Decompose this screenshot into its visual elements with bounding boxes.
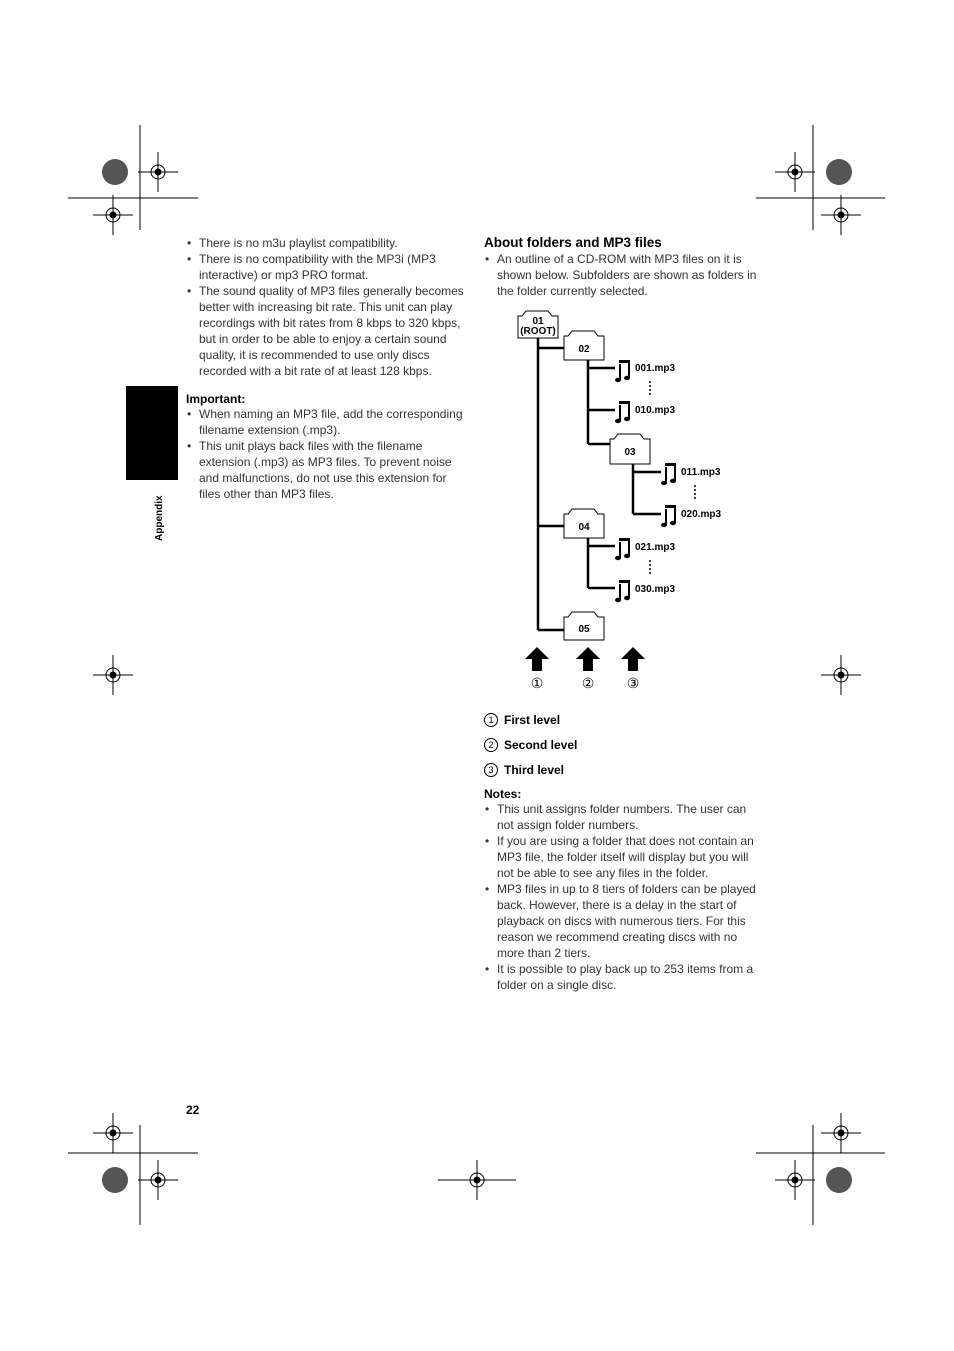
level-legend — [484, 707, 760, 782]
music-note-icon — [661, 505, 676, 527]
list-item: • There is no compatibility with the MP3i (MP3 interactive) or mp3 PRO format. — [186, 251, 464, 283]
legend-label: First level — [504, 712, 561, 727]
list-item: • When naming an MP3 file, add the corresponding filename extension (.mp3). — [186, 406, 464, 438]
level-number: 1 — [484, 713, 498, 727]
legend-label: Second level — [504, 737, 578, 752]
section-title: About folders and MP3 files — [484, 235, 662, 250]
level-marker: ② — [581, 675, 595, 691]
music-note-icon — [615, 538, 630, 560]
up-arrow-icon — [621, 647, 645, 671]
file-label: 001.mp3 — [635, 363, 676, 374]
file-label: 030.mp3 — [635, 584, 676, 595]
legend-label: Third level — [504, 762, 565, 777]
important-heading: Important: — [186, 392, 246, 406]
folder-label: 02 — [578, 344, 590, 355]
folder-label: 03 — [624, 447, 636, 458]
file-label: 020.mp3 — [681, 509, 722, 520]
legend-third-level — [484, 757, 760, 782]
list-item: • This unit assigns folder numbers. The user can not assign folder numbers. — [484, 801, 760, 833]
folder-label: 05 — [578, 624, 590, 635]
music-note-icon — [615, 580, 630, 602]
list-item: • This unit plays back files with the filename extension (.mp3) as MP3 files. To prevent noise and malfunctions, do not use this extension for files other than MP3 files. — [186, 438, 464, 502]
list-item: • An outline of a CD-ROM with MP3 files on it is shown below. Subfolders are shown as folders in the folder currently selected. — [484, 251, 760, 299]
up-arrow-icon — [525, 647, 549, 671]
file-label: 011.mp3 — [681, 467, 721, 478]
level-number: 2 — [484, 738, 498, 752]
up-arrow-icon — [576, 647, 600, 671]
folder-label-root: 01 — [532, 316, 544, 327]
notes-heading: Notes: — [484, 787, 522, 801]
music-note-icon — [661, 463, 676, 485]
music-note-icon — [615, 401, 630, 423]
folder-label: 04 — [578, 522, 590, 533]
list-item: • It is possible to play back up to 253 items from a folder on a single disc. — [484, 961, 760, 993]
folder-label-root-sub: (ROOT) — [520, 326, 556, 337]
list-item: • There is no m3u playlist compatibility. — [186, 235, 464, 251]
file-label: 010.mp3 — [635, 405, 676, 416]
notes-list — [484, 801, 760, 993]
level-number: 3 — [484, 763, 498, 777]
page-number: 22 — [186, 1103, 200, 1117]
notes-section — [484, 787, 760, 993]
legend-second-level — [484, 732, 760, 757]
legend-first-level — [484, 707, 760, 732]
file-label: 021.mp3 — [635, 542, 676, 553]
section-label-text: Appendix — [154, 495, 165, 541]
list-item: • If you are using a folder that does not contain an MP3 file, the folder itself will display but you will not be able to see any files in the folder. — [484, 833, 760, 881]
level-marker: ③ — [626, 675, 640, 691]
list-item: • The sound quality of MP3 files generally becomes better with increasing bit rate. This unit can play recordings with bit rates from 8 kbps to 320 kbps, but in order to be able to enjoy a certain sound quality, it is recommended to use only discs recorded with a bit rate of at least 128 kbps. — [186, 283, 464, 379]
list-item: • MP3 files in up to 8 tiers of folders can be played back. However, there is a delay in the start of playback on discs with numerous tiers. For this reason we recommend creating discs with no more than 2 tiers. — [484, 881, 760, 961]
level-marker: ① — [530, 675, 544, 691]
music-note-icon — [615, 360, 630, 382]
